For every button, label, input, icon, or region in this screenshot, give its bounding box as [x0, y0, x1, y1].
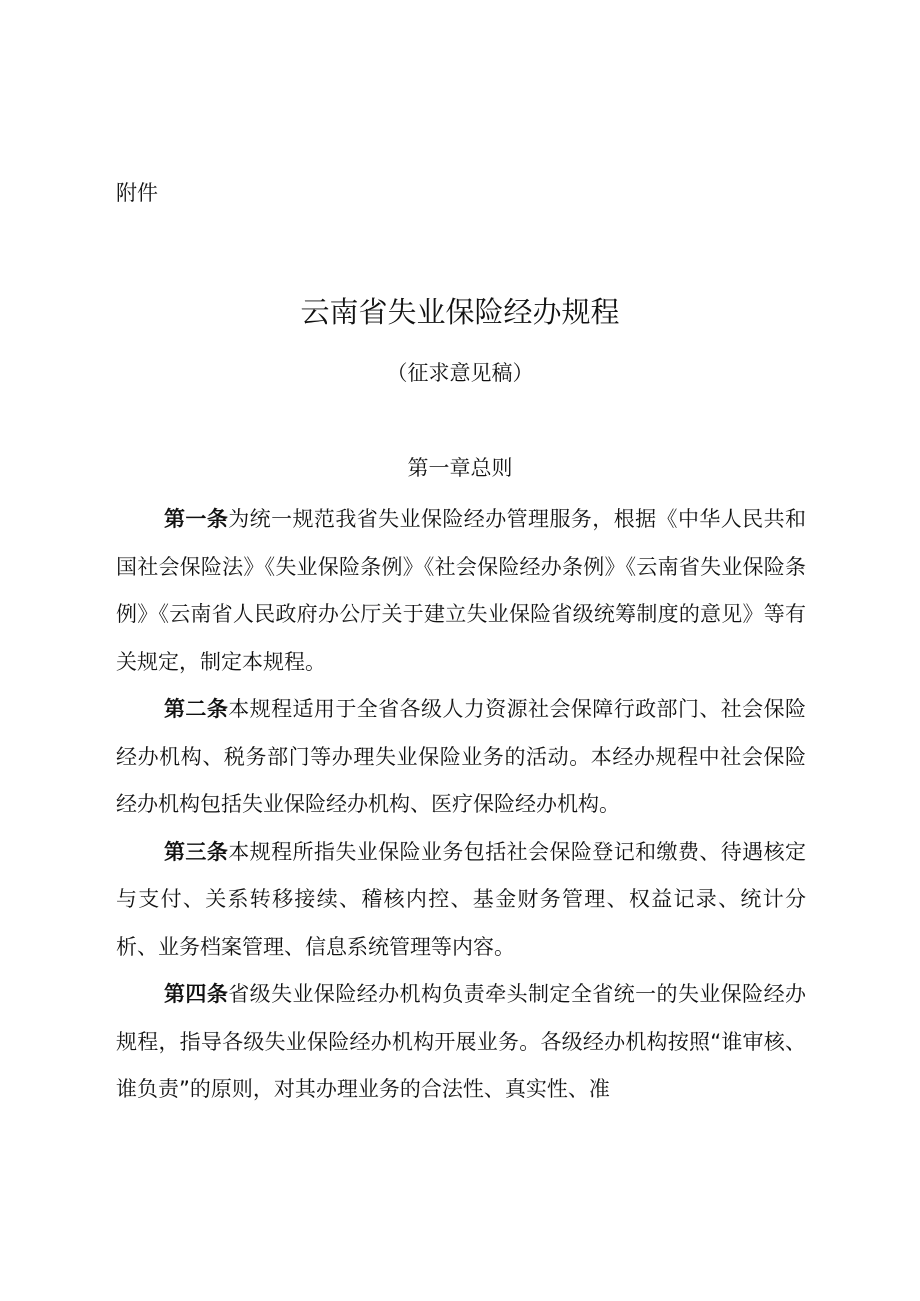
article-text: 省级失业保险经办机构负责牵头制定全省统一的失业保险经办规程，指导各级失业保险经办机构开展业务。各级经办机构按照“谁审核、谁负责”的原则，对其办理业务的合法性、真实性、准 — [116, 982, 807, 1101]
article-2 — [116, 686, 806, 829]
article-list — [116, 496, 806, 1114]
article-number: 第四条 — [164, 982, 229, 1006]
article-4 — [116, 971, 806, 1114]
document-title: 云南省失业保险经办规程 — [300, 295, 620, 329]
attachment-label: 附件 — [116, 181, 158, 205]
article-number: 第三条 — [164, 839, 229, 864]
article-1 — [116, 496, 806, 686]
article-number: 第二条 — [164, 697, 229, 721]
article-number: 第一条 — [164, 507, 229, 531]
article-text: 本规程适用于全省各级人力资源社会保障行政部门、社会保险经办机构、税务部门等办理失业保险业务的活动。本经办规程中社会保险经办机构包括失业保险经办机构、医疗保险经办机构。 — [116, 697, 807, 816]
article-3 — [116, 829, 806, 972]
document-subtitle: （征求意见稿） — [386, 361, 534, 385]
chapter-heading: 第一章总则 — [407, 456, 513, 480]
article-text: 本规程所指失业保险业务包括社会保险登记和缴费、待遇核定与支付、关系转移接续、稽核内控、基金财务管理、权益记录、统计分析、业务档案管理、信息系统管理等内容。 — [116, 839, 807, 959]
article-text: 为统一规范我省失业保险经办管理服务，根据《中华人民共和国社会保险法》《失业保险条例》《社会保险经办条例》《云南省失业保险条例》《云南省人民政府办公厅关于建立失业保险省级统筹制度的意见》等有关规定，制定本规程。 — [116, 507, 807, 674]
